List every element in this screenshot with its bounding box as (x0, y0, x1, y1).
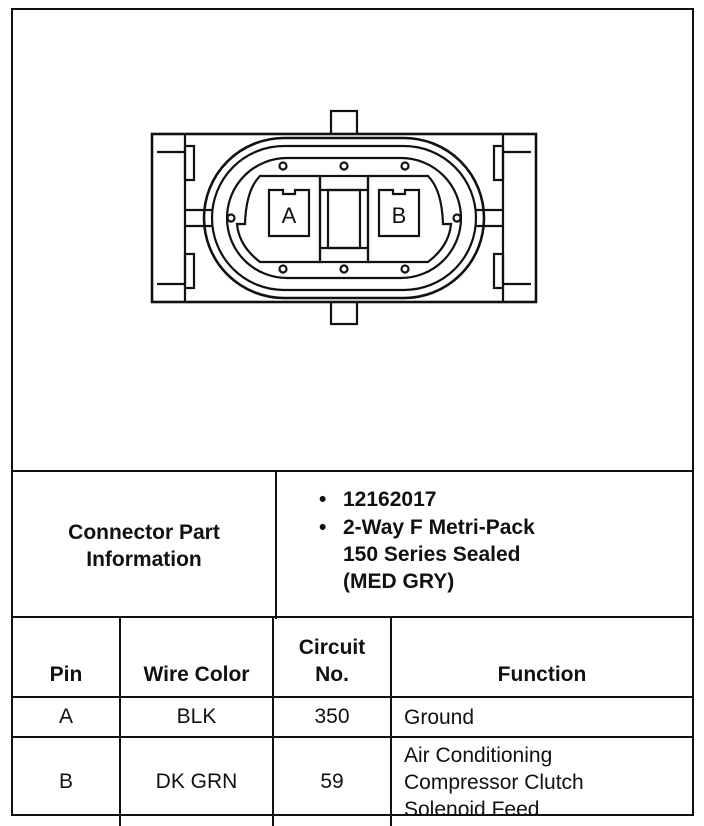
info-list (313, 486, 535, 596)
bullet-icon: • (319, 488, 327, 511)
info-label-line2: Information (86, 547, 202, 571)
connector-face-drawing (13, 10, 692, 472)
header-function: Function (391, 617, 692, 697)
pinout-table (13, 616, 692, 826)
cell-pin: B (13, 737, 120, 826)
cavity-label-a: A (281, 203, 297, 228)
connector-info-sheet (11, 8, 694, 821)
cell-circuit: 59 (273, 737, 391, 826)
connector-part-info (13, 470, 692, 619)
list-item (313, 514, 535, 595)
cavity-label-b: B (391, 203, 407, 228)
cell-wire-color: DK GRN (120, 737, 273, 826)
info-label-line1: Connector Part (68, 520, 220, 544)
connector-diagram (13, 10, 692, 472)
function-line: Compressor Clutch (404, 770, 584, 794)
cell-wire-color: BLK (120, 697, 273, 737)
part-number: 12162017 (343, 488, 437, 511)
function-line: Solenoid Feed (404, 797, 540, 821)
header-pin: Pin (13, 617, 120, 697)
header-wire-color: Wire Color (120, 617, 273, 697)
header-circuit (273, 617, 391, 697)
table-row (13, 697, 692, 737)
table-row (13, 737, 692, 826)
info-label (13, 472, 277, 619)
cell-function (391, 737, 692, 826)
function-line: Ground (404, 705, 475, 729)
function-line: Air Conditioning (404, 743, 553, 767)
list-item (313, 486, 535, 513)
cell-function (391, 697, 692, 737)
connector-color: (MED GRY) (343, 570, 455, 593)
connector-type: 2-Way F Metri-Pack (343, 516, 535, 539)
header-circuit-line2: No. (315, 663, 349, 686)
header-circuit-line1: Circuit (298, 636, 366, 659)
cell-pin: A (13, 697, 120, 737)
table-header-row (13, 617, 692, 697)
connector-series: 150 Series Sealed (343, 543, 521, 566)
cell-circuit: 350 (273, 697, 391, 737)
bullet-icon: • (319, 516, 327, 539)
